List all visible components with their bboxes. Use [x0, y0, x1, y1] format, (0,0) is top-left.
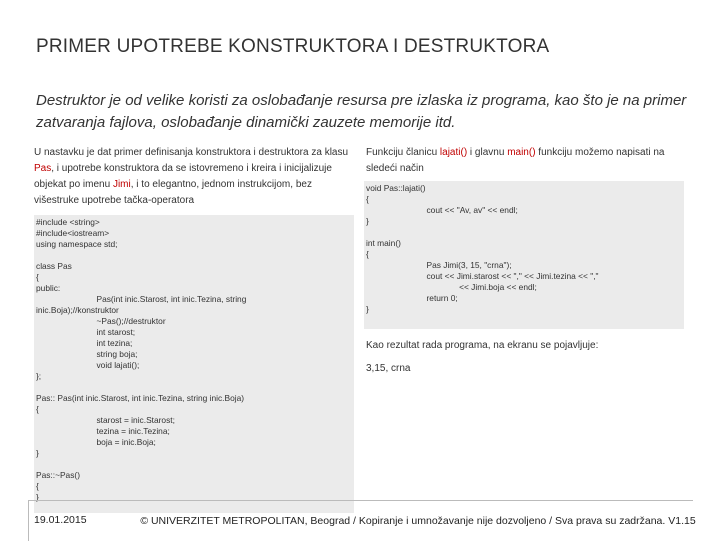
code-line: { [366, 249, 369, 259]
code-line: } [36, 448, 39, 458]
intro-text: Destruktor je od velike koristi za oslobađanje resursa pre izlaska iz programa, kao što je na primer zatvaranja fajlova, oslobađanje dinamički zauzete memorije itd. [36, 92, 687, 131]
code-line: inic.Boja);//konstruktor [36, 305, 119, 315]
code-line: int starost; [36, 327, 136, 337]
footer-copyright: © UNIVERZITET METROPOLITAN, Beograd / Kopiranje i umnožavanje nije dozvoljeno / Sva prava su zadržana. V1.15 [140, 515, 696, 527]
code-line [34, 382, 354, 393]
code-line: cout << "Av, av" << endl; [366, 205, 518, 215]
code-line: #include<iostream> [36, 228, 110, 238]
code-line: Pas Jimi(3, 15, "crna"); [366, 260, 512, 270]
method-name-highlight: lajati() [439, 147, 468, 158]
footer-date: 19.01.2015 [34, 514, 87, 526]
code-line: starost = inic.Starost; [36, 415, 175, 425]
code-line: using namespace std; [36, 239, 118, 249]
code-line [34, 459, 354, 470]
right-text-part: i glavnu [467, 147, 508, 158]
code-line: int tezina; [36, 338, 133, 348]
code-line: cout << Jimi.starost << "," << Jimi.tezina << "," [366, 271, 599, 281]
left-text-part: , i upotrebe konstruktora da se istovremeno i kreira i inicijalizuje objekat po imenu [34, 163, 332, 190]
object-name-highlight: Jimi [112, 179, 131, 190]
code-line: Pas::~Pas() [36, 470, 80, 480]
code-line [34, 250, 354, 261]
left-description [34, 145, 356, 209]
code-line: class Pas [36, 261, 72, 271]
code-line: void lajati(); [36, 360, 140, 370]
main-function-highlight: main() [507, 147, 536, 158]
code-line: #include <string> [36, 217, 100, 227]
code-line: void Pas::lajati() [366, 183, 426, 193]
slide-title: PRIMER UPOTREBE KONSTRUKTORA I DESTRUKTORA [36, 36, 550, 57]
code-line: boja = inic.Boja; [36, 437, 156, 447]
code-block-class [34, 215, 354, 513]
code-line: public: [36, 283, 61, 293]
code-block-main [364, 181, 684, 329]
right-text-part: Funkciju članicu [366, 147, 440, 158]
code-line: } [36, 492, 39, 502]
code-line: ~Pas();//destruktor [36, 316, 166, 326]
code-line: int main() [366, 238, 401, 248]
code-line: } [366, 216, 369, 226]
code-line: return 0; [366, 293, 458, 303]
code-line: << Jimi.boja << endl; [366, 282, 537, 292]
right-description [366, 145, 686, 177]
right-text-part: funkciju možemo napisati na sledeći način [366, 147, 665, 174]
code-line: { [36, 481, 39, 491]
code-line: { [366, 194, 369, 204]
code-line: Pas:: Pas(int inic.Starost, int inic.Tezina, string inic.Boja) [36, 393, 245, 403]
result-value: 3,15, crna [366, 363, 411, 374]
code-line: { [36, 404, 39, 414]
code-line [364, 227, 684, 238]
result-label: Kao rezultat rada programa, na ekranu se pojavljuje: [366, 340, 599, 351]
code-line: tezina = inic.Tezina; [36, 426, 170, 436]
code-line: { [36, 272, 39, 282]
code-line: } [366, 304, 369, 314]
code-line: }; [36, 371, 42, 381]
code-line: Pas(int inic.Starost, int inic.Tezina, string [36, 294, 247, 304]
code-line: string boja; [36, 349, 138, 359]
left-text-part: U nastavku je dat primer definisanja konstruktora i destruktora za klasu [34, 147, 349, 158]
class-name-highlight: Pas [34, 163, 52, 174]
left-text-part: , i to elegantno, jednom instrukcijom, bez višestruke upotrebe tačka-operatora [34, 179, 312, 206]
